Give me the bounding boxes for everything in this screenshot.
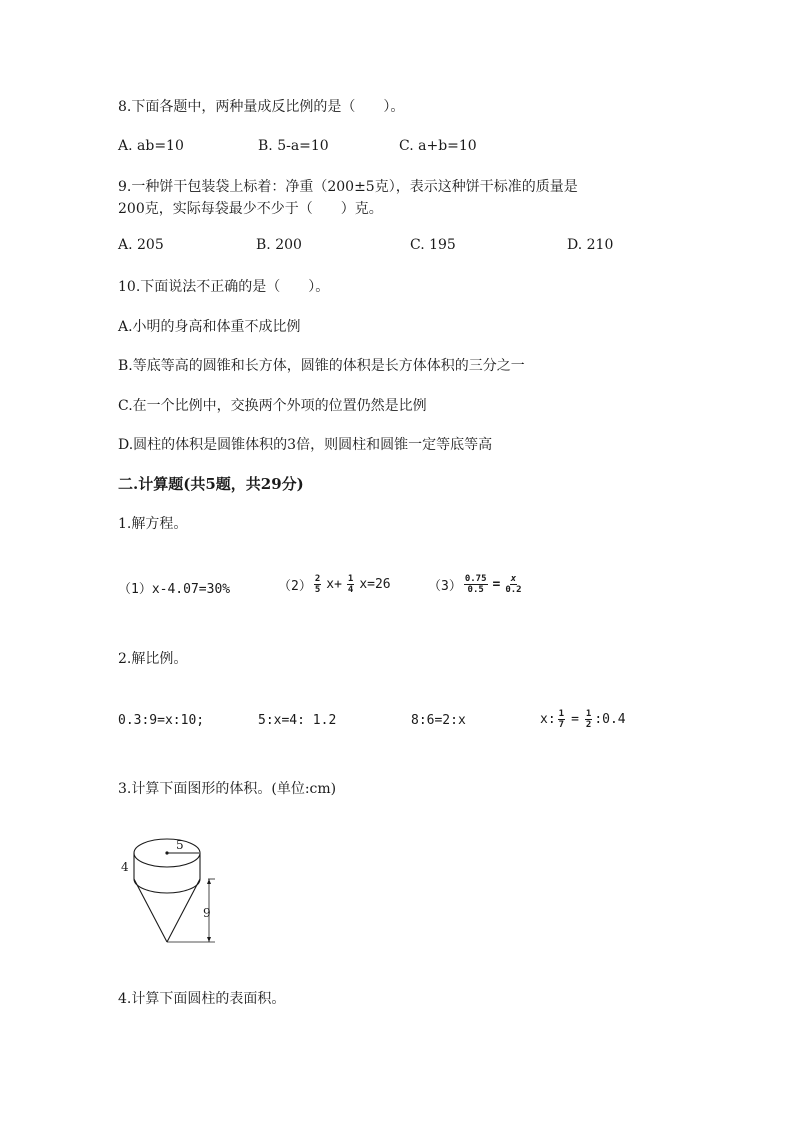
p4-c: :0.4 — [594, 712, 626, 727]
cone-right-edge — [167, 879, 200, 942]
fraction-denominator: 0.5 — [467, 585, 484, 595]
calc2-title: 2.解比例。 — [118, 651, 188, 667]
arrow-down-icon — [207, 937, 211, 942]
fraction-denominator: 4 — [347, 585, 354, 595]
cylinder-cone-figure — [112, 822, 232, 952]
q8-option-b: B. 5-a=10 — [258, 138, 329, 154]
p4-a: x: — [540, 712, 556, 727]
fraction-numerator: 0.75 — [464, 574, 487, 584]
q10-option-a: A.小明的身高和体重不成比例 — [118, 319, 301, 335]
eq3-fraction-2 — [505, 574, 521, 595]
eq3-prefix: （3） — [428, 579, 462, 594]
p4-fraction-1 — [558, 709, 565, 730]
cone-height-label: 9 — [203, 906, 211, 920]
fraction-numerator: 1 — [347, 574, 354, 584]
fraction-numerator: 1 — [585, 709, 592, 719]
calc1-equation-2 — [278, 574, 391, 595]
eq3-fraction-1 — [464, 574, 488, 595]
fraction-denominator: 5 — [314, 585, 321, 595]
eq2-prefix: （2） — [278, 579, 312, 594]
fraction-denominator: 0.2 — [505, 585, 522, 595]
q9-stem-line2: 200克，实际每袋最少不少于（ ）克。 — [118, 201, 383, 217]
q8-option-c: C. a+b=10 — [399, 138, 477, 154]
p4-b: = — [571, 712, 579, 727]
cylinder-height-label: 4 — [121, 860, 129, 874]
calc3-title: 3.计算下面图形的体积。(单位:cm) — [118, 781, 337, 797]
q8-stem: 8.下面各题中，两种量成反比例的是（ ）。 — [118, 99, 405, 115]
p4-fraction-2 — [585, 709, 592, 730]
eq3-equals: = — [492, 577, 501, 592]
q10-option-d: D.圆柱的体积是圆锥体积的3倍，则圆柱和圆锥一定等底等高 — [118, 437, 493, 453]
q9-stem-line1: 9.一种饼干包装袋上标着：净重（200±5克），表示这种饼干标准的质量是 — [118, 179, 578, 195]
eq2-mid: x+ — [326, 577, 342, 592]
q9-option-c: C. 195 — [410, 237, 456, 253]
q8-option-a: A. ab=10 — [118, 138, 184, 154]
fraction-numerator: 2 — [314, 574, 321, 584]
fraction-denominator: 2 — [585, 720, 592, 730]
eq2-fraction-2 — [347, 574, 354, 595]
eq2-fraction-1 — [314, 574, 321, 595]
fraction-denominator: 7 — [558, 720, 565, 730]
q9-option-d: D. 210 — [567, 237, 614, 253]
q10-option-c: C.在一个比例中，交换两个外项的位置仍然是比例 — [118, 398, 427, 414]
section-title: 二.计算题(共5题，共29分) — [118, 475, 304, 493]
q9-option-b: B. 200 — [256, 237, 302, 253]
calc1-title: 1.解方程。 — [118, 516, 188, 532]
radius-label: 5 — [176, 838, 184, 852]
cylinder-bottom — [134, 879, 200, 893]
calc2-proportion-2: 5:x=4: 1.2 — [258, 713, 337, 728]
calc2-proportion-4 — [540, 709, 626, 730]
arrow-up-icon — [207, 879, 211, 884]
q10-option-b: B.等底等高的圆锥和长方体，圆锥的体积是长方体体积的三分之一 — [118, 358, 525, 374]
calc2-proportion-1: 0.3:9=x:10; — [118, 713, 205, 728]
calc4-title: 4.计算下面圆柱的表面积。 — [118, 991, 286, 1007]
q9-option-a: A. 205 — [118, 237, 164, 253]
calc1-equation-1: （1）x-4.07=30% — [118, 582, 231, 597]
fraction-numerator: 1 — [558, 709, 565, 719]
fraction-numerator: x — [510, 574, 517, 584]
q10-stem: 10.下面说法不正确的是（ ）。 — [118, 279, 330, 295]
calc2-proportion-3: 8:6=2:x — [411, 713, 466, 728]
cone-left-edge — [134, 879, 167, 942]
eq2-suffix: x=26 — [359, 577, 391, 592]
calc1-equation-3 — [428, 574, 524, 595]
